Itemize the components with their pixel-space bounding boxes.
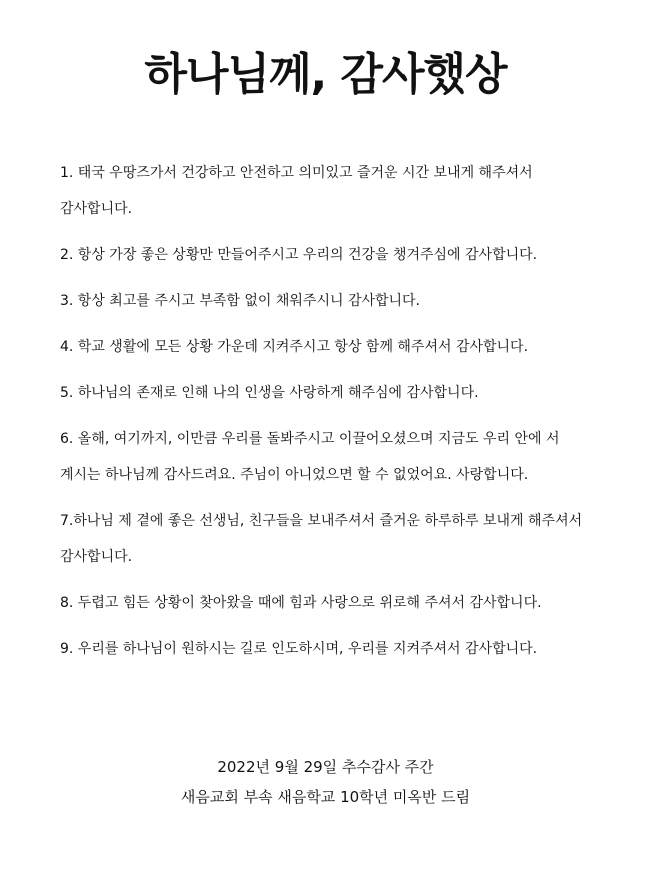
list-item-line: 7.하나님 제 곁에 좋은 선생님, 친구들을 보내주셔서 즐거운 하루하루 보내게 해주셔서 — [60, 513, 583, 529]
signature-block — [0, 752, 651, 812]
date-line: 2022년 9월 29일 추수감사 주간 — [217, 758, 434, 776]
signature-line: 새음교회 부속 새음학교 10학년 미옥반 드림 — [180, 788, 471, 806]
list-item — [60, 283, 620, 319]
page-title: 하나님께, 감사했상 — [144, 49, 507, 100]
list-item-line: 3. 항상 최고를 주시고 부족함 없이 채워주시니 감사합니다. — [60, 293, 421, 309]
list-item-line: 감사합니다. — [60, 549, 133, 565]
list-item-line: 4. 학교 생활에 모든 상황 가운데 지켜주시고 항상 함께 해주셔서 감사합니다. — [60, 339, 529, 355]
list-item — [60, 585, 620, 621]
list-item-line: 2. 항상 가장 좋은 상황만 만들어주시고 우리의 건강을 챙겨주심에 감사합니다. — [60, 247, 538, 263]
list-item — [60, 329, 620, 365]
list-item-line: 9. 우리를 하나님이 원하시는 길로 인도하시며, 우리를 지켜주셔서 감사합니다. — [60, 641, 538, 657]
list-item-line: 1. 태국 우땅즈가서 건강하고 안전하고 의미있고 즐거운 시간 보내게 해주셔서 — [60, 165, 533, 181]
thanks-list — [60, 155, 620, 667]
list-item-line: 계시는 하나님께 감사드려요. 주님이 아니었으면 할 수 없었어요. 사랑합니다. — [60, 467, 529, 483]
list-item — [60, 503, 620, 575]
list-item — [60, 155, 620, 227]
list-item-line: 5. 하나님의 존재로 인해 나의 인생을 사랑하게 해주심에 감사합니다. — [60, 385, 479, 401]
list-item-line: 8. 두렵고 힘든 상황이 찾아왔을 때에 힘과 사랑으로 위로해 주셔서 감사합니다. — [60, 595, 542, 611]
list-item — [60, 237, 620, 273]
list-item — [60, 375, 620, 411]
list-item-line: 6. 올해, 여기까지, 이만큼 우리를 돌봐주시고 이끌어오셨으며 지금도 우리 안에 서 — [60, 431, 560, 447]
list-item — [60, 421, 620, 493]
list-item — [60, 631, 620, 667]
list-item-line: 감사합니다. — [60, 201, 133, 217]
